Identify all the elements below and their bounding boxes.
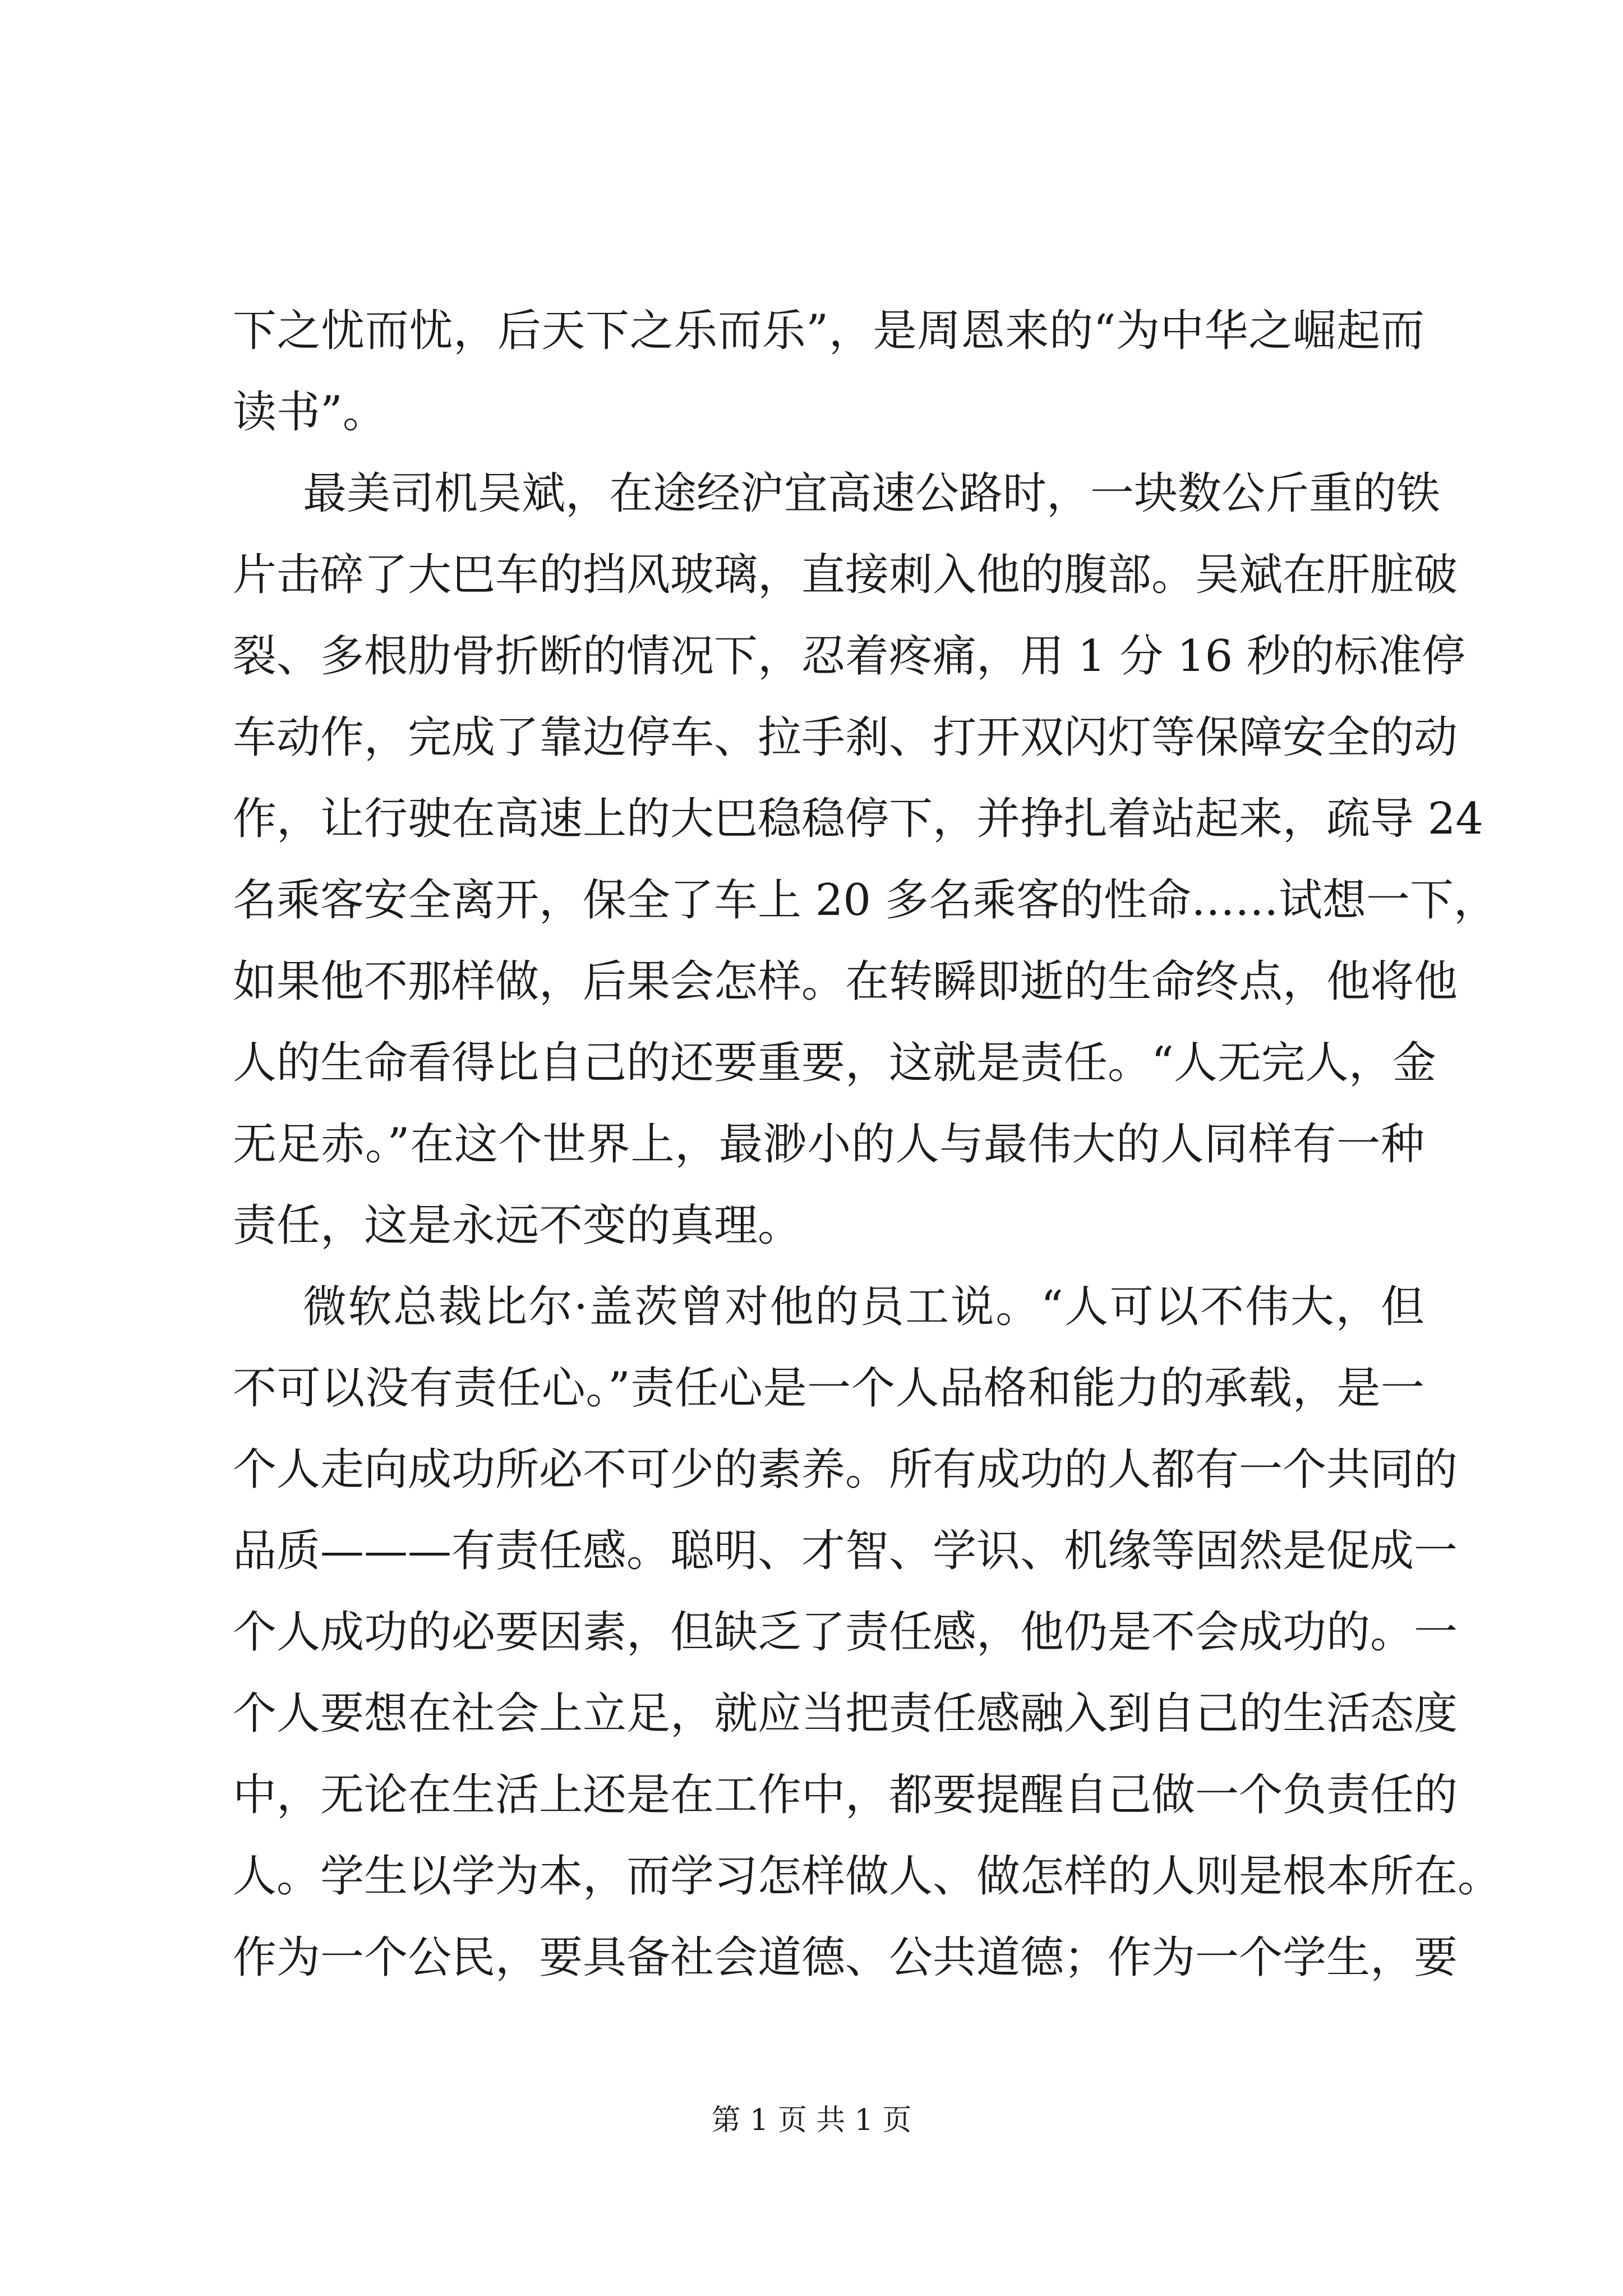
text-line: 如果他不那样做，后果会怎样。在转瞬即逝的生命终点，他将他 — [233, 956, 1458, 1007]
text-line: 中，无论在生活上还是在工作中，都要提醒自己做一个负责任的 — [233, 1770, 1458, 1820]
text-line: 名乘客安全离开，保全了车上 20 多名乘客的性命……试想一下， — [233, 875, 1497, 926]
text-line: 车动作，完成了靠边停车、拉手刹、打开双闪灯等保障安全的动 — [233, 712, 1458, 763]
text-line: 个人走向成功所必不可少的素养。所有成功的人都有一个共同的 — [233, 1444, 1458, 1495]
text-line: 人的生命看得比自己的还要重要，这就是责任。“人无完人，金 — [233, 1038, 1436, 1088]
text-line: 下之忧而忧，后天下之乐而乐”，是周恩来的“为中华之崛起而 — [233, 306, 1424, 356]
paragraph-start-line: 微软总裁比尔·盖茨曾对他的员工说。“人可以不伟大，但 — [303, 1282, 1424, 1332]
text-line: 读书”。 — [233, 387, 386, 438]
text-line: 个人成功的必要因素，但缺乏了责任感，他仍是不会成功的。一 — [233, 1607, 1458, 1658]
page-footer: 第 1 页 共 1 页 — [711, 2104, 912, 2137]
text-line: 个人要想在社会上立足，就应当把责任感融入到自己的生活态度 — [233, 1688, 1458, 1739]
text-line: 责任，这是永远不变的真理。 — [233, 1200, 802, 1251]
text-line: 裂、多根肋骨折断的情况下，忍着疼痛，用 1 分 16 秒的标准停 — [233, 631, 1466, 682]
text-line: 品质———有责任感。聪明、才智、学识、机缘等固然是促成一 — [233, 1526, 1458, 1576]
text-line: 片击碎了大巴车的挡风玻璃，直接刺入他的腹部。吴斌在肝脏破 — [233, 550, 1458, 600]
paragraph-start-line: 最美司机吴斌，在途经沪宜高速公路时，一块数公斤重的铁 — [303, 468, 1441, 519]
text-line: 无足赤。”在这个世界上，最渺小的人与最伟大的人同样有一种 — [233, 1119, 1424, 1170]
text-line: 不可以没有责任心。”责任心是一个人品格和能力的承载，是一 — [233, 1363, 1424, 1414]
text-line: 作为一个公民，要具备社会道德、公共道德；作为一个学生，要 — [233, 1932, 1458, 1983]
text-line: 人。学生以学为本，而学习怎样做人、做怎样的人则是根本所在。 — [233, 1851, 1502, 1902]
text-line: 作，让行驶在高速上的大巴稳稳停下，并挣扎着站起来，疏导 24 — [233, 794, 1484, 844]
